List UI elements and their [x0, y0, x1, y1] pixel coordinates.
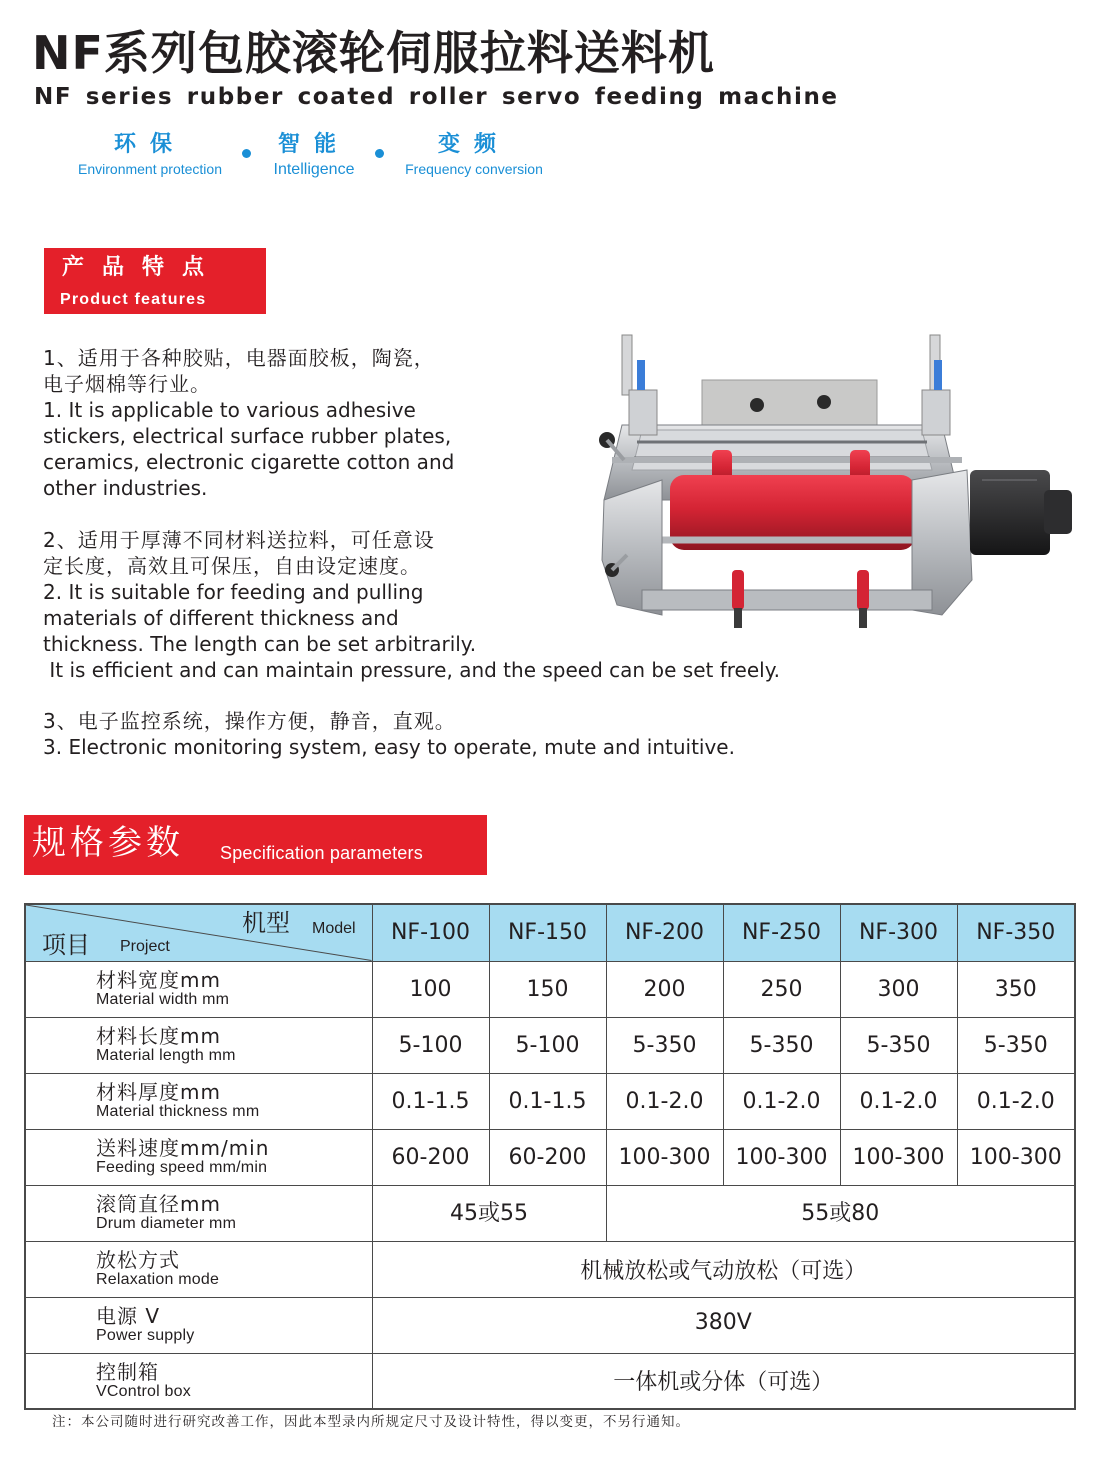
row-label-cn: 送料速度mm/min: [96, 1136, 270, 1160]
row-label: [25, 1073, 372, 1129]
table-cell: 100-300: [606, 1129, 723, 1185]
feature-2-cn: [43, 527, 435, 579]
table-cell: 300: [840, 961, 957, 1017]
row-label-en: Power supply: [96, 1327, 195, 1344]
text-line: 3. Electronic monitoring system, easy to operate, mute and intuitive.: [43, 735, 735, 759]
header-corner-cell: [25, 904, 372, 961]
table-cell: 5-350: [606, 1017, 723, 1073]
text-line: materials of different thickness and: [43, 606, 399, 630]
table-row-drum: [25, 1185, 1075, 1241]
row-label-cn: 材料宽度mm: [96, 968, 221, 992]
model-header: NF-150: [489, 904, 606, 961]
row-label: [25, 1353, 372, 1409]
features-heading-cn: 产品特点: [62, 255, 223, 280]
row-label: [25, 961, 372, 1017]
table-cell: 60-200: [372, 1129, 489, 1185]
spec-banner: [24, 815, 487, 875]
row-label-en: Relaxation mode: [96, 1271, 220, 1288]
table-header-row: [25, 904, 1075, 961]
corner-item-cn: 项目: [42, 931, 90, 959]
row-label: [25, 1185, 372, 1241]
row-label: [25, 1297, 372, 1353]
table-row: [25, 961, 1075, 1017]
row-label-cn: 材料长度mm: [96, 1024, 221, 1048]
features-heading-en: Product features: [60, 291, 207, 308]
model-header: NF-100: [372, 904, 489, 961]
spec-heading-cn: 规格参数: [32, 823, 184, 863]
table-cell: 0.1-1.5: [372, 1073, 489, 1129]
row-label: [25, 1017, 372, 1073]
page-subtitle: NF series rubber coated roller servo feeding machine: [34, 84, 839, 110]
corner-model-en: Model: [312, 920, 356, 937]
tag-frequency: [398, 134, 550, 176]
table-row: [25, 1017, 1075, 1073]
page-title: NF系列包胶滚轮伺服拉料送料机: [32, 26, 715, 80]
table-cell: 机械放松或气动放松（可选）: [372, 1241, 1075, 1297]
row-label: [25, 1241, 372, 1297]
tag-label-en: Environment protection: [78, 161, 222, 177]
text-line: 电子烟棉等行业。: [43, 372, 211, 396]
table-cell: 5-350: [957, 1017, 1075, 1073]
text-line: 1. It is applicable to various adhesive: [43, 398, 416, 422]
text-line: other industries.: [43, 476, 208, 500]
table-row-power: [25, 1297, 1075, 1353]
tag-label-cn: 智能: [277, 132, 350, 157]
model-header: NF-300: [840, 904, 957, 961]
row-label: [25, 1129, 372, 1185]
bullet-dot-icon: [375, 149, 384, 158]
text-line: 定长度，高效且可保压，自由设定速度。: [43, 554, 421, 578]
row-label-cn: 滚筒直径mm: [96, 1192, 221, 1216]
model-header: NF-350: [957, 904, 1075, 961]
tag-label-en: Frequency conversion: [405, 161, 543, 177]
text-line: 3、电子监控系统，操作方便，静音，直观。: [43, 709, 456, 733]
tag-environment: [72, 134, 228, 176]
table-cell: 60-200: [489, 1129, 606, 1185]
text-line: stickers, electrical surface rubber plates,: [43, 424, 452, 448]
table-cell: 100-300: [840, 1129, 957, 1185]
table-cell: 150: [489, 961, 606, 1017]
feature-3-cn: [43, 708, 456, 734]
footnote: 注：本公司随时进行研究改善工作，因此本型录内所规定尺寸及设计特性，得以变更，不另行通知。: [52, 1414, 690, 1430]
text-line: ceramics, electronic cigarette cotton and: [43, 450, 455, 474]
feature-1-cn: [43, 345, 435, 397]
feature-3-en: [43, 734, 735, 760]
table-cell: 55或80: [606, 1185, 1075, 1241]
corner-model-cn: 机型: [242, 909, 290, 937]
model-header: NF-250: [723, 904, 840, 961]
tag-label-en: Intelligence: [273, 161, 355, 178]
spec-heading-en: Specification parameters: [220, 843, 423, 863]
table-cell: 0.1-2.0: [957, 1073, 1075, 1129]
row-label-cn: 材料厚度mm: [96, 1080, 221, 1104]
table-cell: 100: [372, 961, 489, 1017]
table-cell: 200: [606, 961, 723, 1017]
text-line: It is efficient and can maintain pressure, and the speed can be set freely.: [43, 658, 781, 682]
features-banner: [44, 248, 266, 314]
table-cell: 5-100: [372, 1017, 489, 1073]
row-label-cn: 电源 V: [96, 1304, 161, 1328]
feature-1-en: [43, 397, 454, 501]
table-cell: 一体机或分体（可选）: [372, 1353, 1075, 1409]
table-cell: 350: [957, 961, 1075, 1017]
table-row-relax: [25, 1241, 1075, 1297]
row-label-cn: 放松方式: [96, 1248, 180, 1272]
table-cell: 0.1-2.0: [606, 1073, 723, 1129]
table-row: [25, 1073, 1075, 1129]
table-cell: 0.1-2.0: [840, 1073, 957, 1129]
table-row-control: [25, 1353, 1075, 1409]
row-label-en: Material width mm: [96, 991, 230, 1008]
model-header: NF-200: [606, 904, 723, 961]
table-cell: 0.1-1.5: [489, 1073, 606, 1129]
table-cell: 5-350: [723, 1017, 840, 1073]
tag-label-cn: 变频: [437, 132, 510, 157]
table-row: [25, 1129, 1075, 1185]
machine-photo: [582, 330, 1082, 640]
tag-label-cn: 环保: [113, 132, 186, 157]
text-line: 1、适用于各种胶贴，电器面胶板，陶瓷，: [43, 346, 435, 370]
table-cell: 0.1-2.0: [723, 1073, 840, 1129]
row-label-cn: 控制箱: [96, 1359, 159, 1384]
row-label-en: VControl box: [96, 1382, 191, 1400]
row-label-en: Material length mm: [96, 1047, 236, 1064]
tag-intelligence: [264, 134, 364, 178]
table-cell: 250: [723, 961, 840, 1017]
text-line: 2. It is suitable for feeding and pulling: [43, 580, 424, 604]
table-cell: 380V: [372, 1297, 1075, 1353]
table-cell: 100-300: [723, 1129, 840, 1185]
bullet-dot-icon: [242, 149, 251, 158]
row-label-en: Material thickness mm: [96, 1103, 260, 1120]
corner-item-en: Project: [120, 938, 170, 955]
text-line: 2、适用于厚薄不同材料送拉料，可任意设: [43, 528, 435, 552]
row-label-en: Drum diameter mm: [96, 1215, 237, 1232]
spec-table: [24, 903, 1076, 1410]
row-label-en: Feeding speed mm/min: [96, 1159, 268, 1176]
text-line: thickness. The length can be set arbitrarily.: [43, 632, 477, 656]
table-cell: 5-100: [489, 1017, 606, 1073]
table-cell: 5-350: [840, 1017, 957, 1073]
table-cell: 45或55: [372, 1185, 606, 1241]
table-cell: 100-300: [957, 1129, 1075, 1185]
